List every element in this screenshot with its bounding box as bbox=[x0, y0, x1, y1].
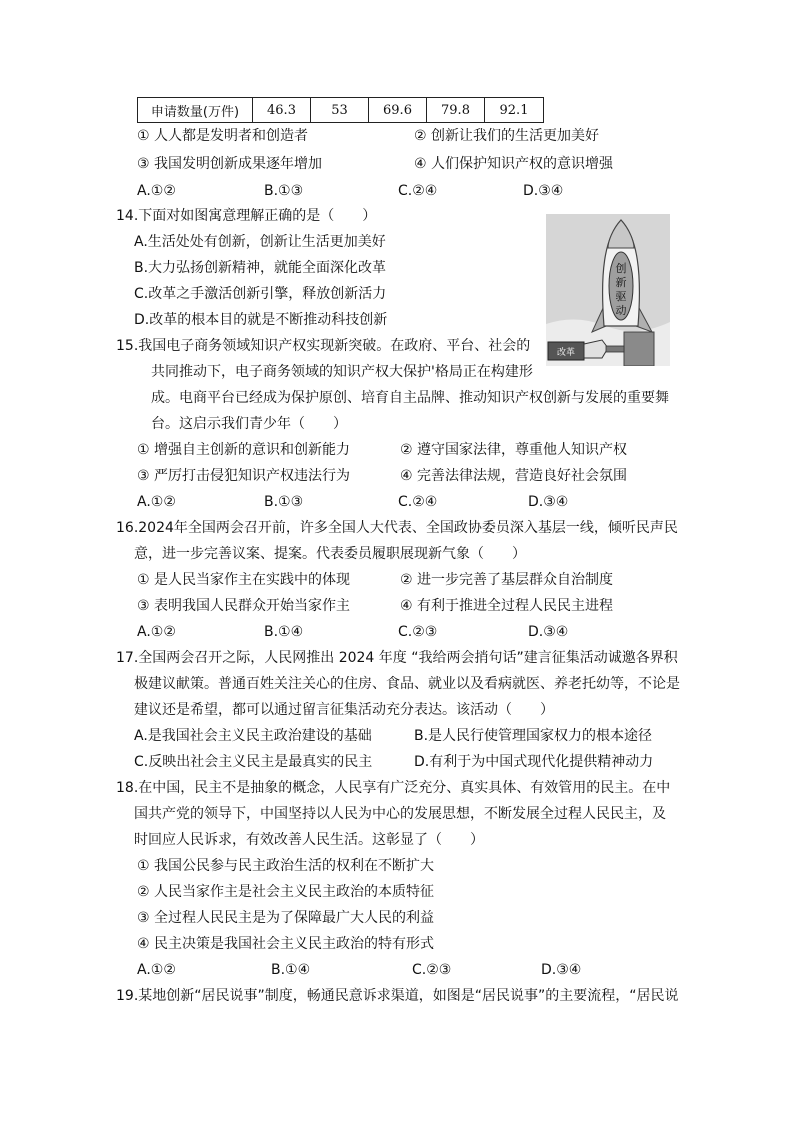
q18-option-4: ④ 民主决策是我国社会主义民主政治的特有形式 bbox=[137, 936, 434, 952]
table-row bbox=[138, 98, 544, 123]
q15-choice-a: A.①② bbox=[137, 494, 176, 510]
q13-choice-d: D.③④ bbox=[523, 183, 564, 199]
q14-option-b: B.大力弘扬创新精神，就能全面深化改革 bbox=[134, 260, 387, 276]
q18-choice-a: A.①② bbox=[137, 962, 176, 978]
rocket-text-4: 动 bbox=[615, 304, 627, 317]
rocket-illustration bbox=[546, 214, 670, 366]
q13-option-3: ③ 我国发明创新成果逐年增加 bbox=[137, 156, 323, 172]
table-cell: 79.8 bbox=[427, 98, 485, 123]
q13-option-4: ④ 人们保护知识产权的意识增强 bbox=[414, 156, 614, 172]
q16-option-3: ③ 表明我国人民群众开始当家作主 bbox=[137, 598, 351, 614]
table-cell: 69.6 bbox=[369, 98, 427, 123]
q15-option-4: ④ 完善法律法规，营造良好社会氛围 bbox=[400, 468, 628, 484]
q15-option-1: ① 增强自主创新的意识和创新能力 bbox=[137, 442, 351, 458]
q16-choice-a: A.①② bbox=[137, 624, 176, 640]
q13-choice-a: A.①② bbox=[137, 183, 176, 199]
q15-line-2: 共同推动下，电子商务领域的知识产权大保护'格局正在构建形 bbox=[151, 364, 533, 380]
rocket-text-1: 创 bbox=[615, 262, 627, 275]
q15-choice-c: C.②④ bbox=[398, 494, 438, 510]
q16-option-4: ④ 有利于推进全过程人民民主进程 bbox=[400, 598, 614, 614]
q16-option-2: ② 进一步完善了基层群众自治制度 bbox=[400, 572, 614, 588]
q17-line-1: 17.全国两会召开之际，人民网推出 2024 年度 “我给两会捎句话”建言征集活动诚邀各界积 bbox=[116, 650, 678, 666]
q15-option-3: ③ 严厉打击侵犯知识产权违法行为 bbox=[137, 468, 351, 484]
applications-table bbox=[137, 97, 544, 123]
q13-choice-b: B.①③ bbox=[264, 183, 304, 199]
q16-choice-c: C.②③ bbox=[398, 624, 438, 640]
q16-line-1: 16.2024年全国两会召开前，许多全国人大代表、全国政协委员深入基层一线，倾听民声民 bbox=[116, 520, 678, 536]
q17-line-2: 极建议献策。普通百姓关注关心的住房、食品、就业以及看病就医、养老托幼等，不论是 bbox=[134, 676, 680, 692]
q18-line-1: 18.在中国，民主不是抽象的概念，人民享有广泛充分、真实具体、有效管用的民主。在中 bbox=[116, 780, 671, 796]
q16-line-2: 意，进一步完善议案、提案。代表委员履职展现新气象（ ） bbox=[134, 546, 526, 562]
rocket-text-2: 新 bbox=[615, 276, 627, 289]
q18-choice-c: C.②③ bbox=[412, 962, 452, 978]
q15-line-3: 成。电商平台已经成为保护原创、培育自主品牌、推动知识产权创新与发展的重要舞 bbox=[151, 390, 669, 406]
q17-line-3: 建议还是希望，都可以通过留言征集活动充分表达。该活动（ ） bbox=[134, 702, 554, 718]
q14-option-a: A.生活处处有创新，创新让生活更加美好 bbox=[134, 234, 386, 250]
q14-option-c: C.改革之手激活创新引擎，释放创新活力 bbox=[134, 286, 387, 302]
rocket-cartoon-image bbox=[546, 214, 670, 366]
hand-label: 改革 bbox=[556, 348, 576, 358]
q17-option-d: D.有利于为中国式现代化提供精神动力 bbox=[414, 754, 654, 770]
table-cell: 46.3 bbox=[253, 98, 311, 123]
table-header-cell: 申请数量(万件) bbox=[138, 98, 253, 123]
q18-choice-d: D.③④ bbox=[541, 962, 582, 978]
q13-option-1: ① 人人都是发明者和创造者 bbox=[137, 128, 309, 144]
q16-option-1: ① 是人民当家作主在实践中的体现 bbox=[137, 572, 351, 588]
q16-choice-d: D.③④ bbox=[528, 624, 569, 640]
q15-choice-b: B.①③ bbox=[264, 494, 304, 510]
q18-choice-b: B.①④ bbox=[271, 962, 311, 978]
q15-choice-d: D.③④ bbox=[528, 494, 569, 510]
table-cell: 53 bbox=[311, 98, 369, 123]
q18-line-3: 时回应人民诉求，有效改善人民生活。这彰显了（ ） bbox=[134, 832, 484, 848]
rocket-text-3: 驱 bbox=[615, 290, 627, 303]
q13-choice-c: C.②④ bbox=[398, 183, 438, 199]
q14-stem: 14.下面对如图寓意理解正确的是（ ） bbox=[116, 208, 377, 224]
q15-line-4: 台。这启示我们青少年（ ） bbox=[151, 416, 347, 432]
q16-choice-b: B.①④ bbox=[264, 624, 304, 640]
q18-line-2: 国共产党的领导下，中国坚持以人民为中心的发展思想，不断发展全过程人民民主，及 bbox=[134, 806, 666, 822]
q17-option-b: B.是人民行使管理国家权力的根本途径 bbox=[414, 728, 653, 744]
table-cell: 92.1 bbox=[485, 98, 544, 123]
q18-option-3: ③ 全过程人民民主是为了保障最广大人民的利益 bbox=[137, 910, 434, 926]
q18-option-1: ① 我国公民参与民主政治生活的权利在不断扩大 bbox=[137, 858, 434, 874]
q18-option-2: ② 人民当家作主是社会主义民主政治的本质特征 bbox=[137, 884, 434, 900]
q14-option-d: D.改革的根本目的就是不断推动科技创新 bbox=[134, 312, 388, 328]
q13-option-2: ② 创新让我们的生活更加美好 bbox=[414, 128, 600, 144]
q17-option-a: A.是我国社会主义民主政治建设的基础 bbox=[134, 728, 372, 744]
q17-option-c: C.反映出社会主义民主是最真实的民主 bbox=[134, 754, 373, 770]
q15-option-2: ② 遵守国家法律，尊重他人知识产权 bbox=[400, 442, 628, 458]
q19-line-1: 19.某地创新“居民说事”制度，畅通民意诉求渠道，如图是“居民说事”的主要流程，“居民说 bbox=[116, 988, 679, 1004]
q15-line-1: 15.我国电子商务领域知识产权实现新突破。在政府、平台、社会的 bbox=[116, 338, 531, 354]
